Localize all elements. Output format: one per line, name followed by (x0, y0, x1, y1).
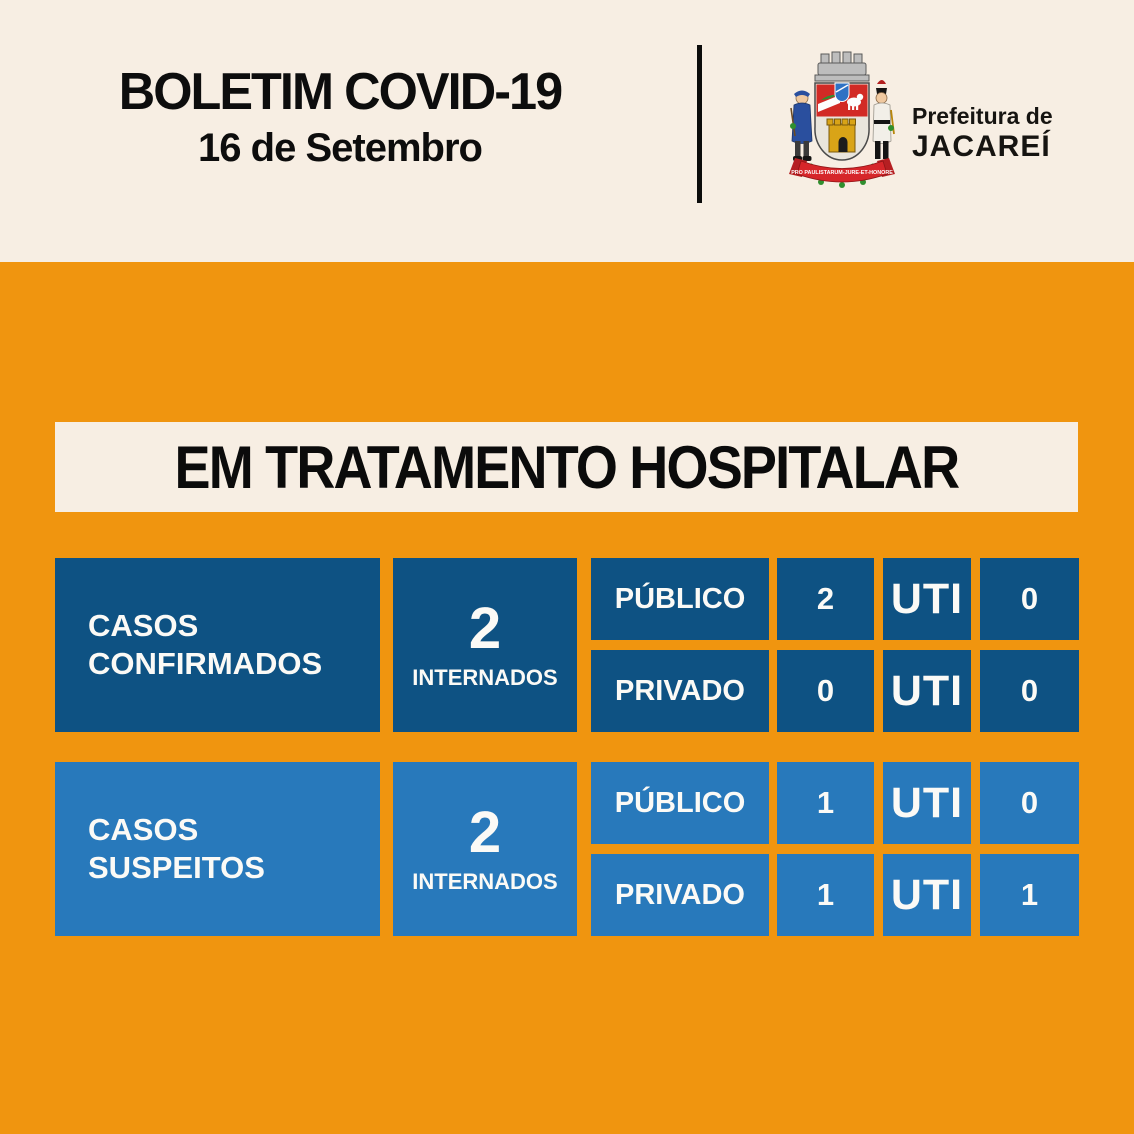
suspect-total-value: 2 (468, 799, 502, 865)
confirmed-privado-uti-label: UTI (883, 650, 971, 732)
suspect-total-card (393, 762, 577, 936)
bulletin-header (0, 0, 1134, 262)
confirmed-privado-value: 0 (777, 650, 874, 732)
confirmed-privado-label: PRIVADO (591, 650, 769, 732)
suspect-publico-value: 1 (777, 762, 874, 844)
section-banner-title: EM TRATAMENTO HOSPITALAR (174, 433, 959, 501)
suspect-label-card (55, 762, 380, 936)
suspect-privado-label: PRIVADO (591, 854, 769, 936)
confirmed-total-label: INTERNADOS (412, 664, 558, 690)
suspect-privado-uti-value: 1 (980, 854, 1079, 936)
coat-of-arms-motto: PRO PAULISTARUM-JURE-ET-HONORE (791, 170, 893, 176)
confirmed-label-card (55, 558, 380, 732)
confirmed-label: CASOS CONFIRMADOS (88, 608, 323, 681)
org-name-line1: Prefeitura de (912, 103, 1053, 129)
confirmed-total-card (393, 558, 577, 732)
section-banner (55, 422, 1078, 512)
suspect-privado-value: 1 (777, 854, 874, 936)
confirmed-publico-uti-label: UTI (883, 558, 971, 640)
suspect-privado-uti-label: UTI (883, 854, 971, 936)
bulletin-date: 16 de Setembro (198, 126, 482, 170)
bulletin-title-block (40, 62, 640, 171)
confirmed-publico-uti-value: 0 (980, 558, 1079, 640)
suspect-publico-label: PÚBLICO (591, 762, 769, 844)
confirmed-privado-uti-value: 0 (980, 650, 1079, 732)
jacarei-coat-of-arms-icon (781, 48, 905, 200)
confirmed-total-value: 2 (468, 595, 502, 661)
org-name (912, 104, 1053, 163)
bulletin-title: BOLETIM COVID-19 (118, 63, 562, 121)
suspect-label: CASOS SUSPEITOS (88, 812, 265, 885)
org-name-line2: JACAREÍ (912, 129, 1051, 163)
confirmed-publico-value: 2 (777, 558, 874, 640)
confirmed-publico-label: PÚBLICO (591, 558, 769, 640)
suspect-total-label: INTERNADOS (412, 868, 558, 894)
suspect-publico-uti-value: 0 (980, 762, 1079, 844)
suspect-publico-uti-label: UTI (883, 762, 971, 844)
header-divider (697, 45, 702, 203)
